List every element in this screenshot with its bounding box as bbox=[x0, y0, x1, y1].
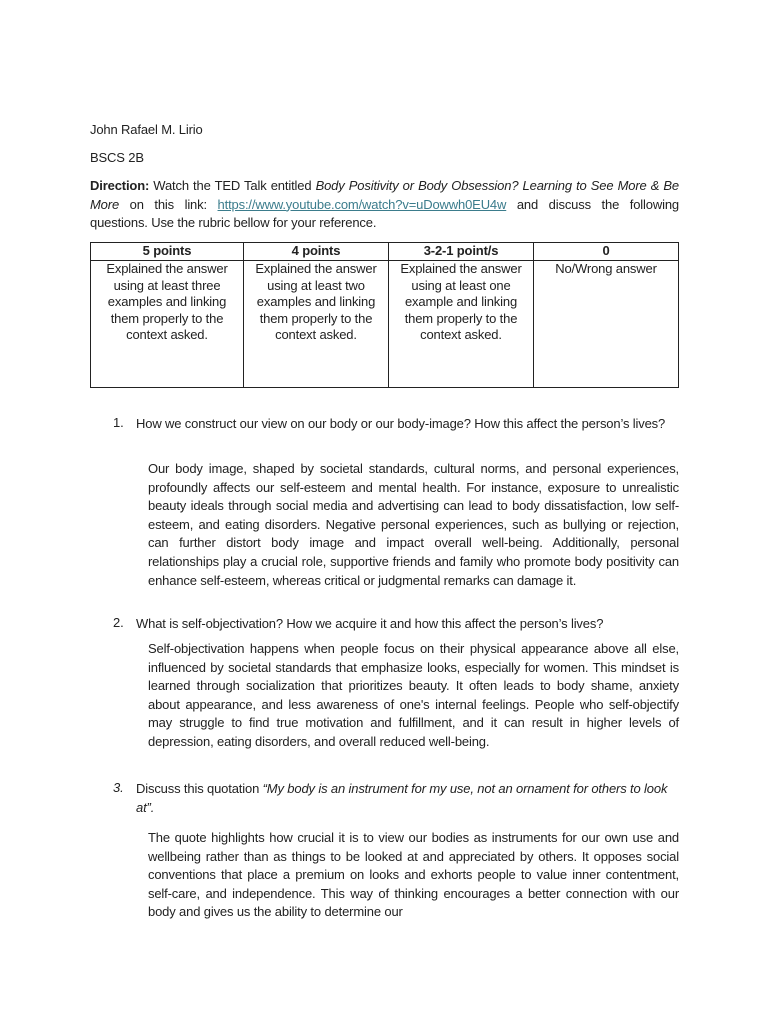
rubric-cell: Explained the answer using at least one example and linking them properly to the context asked. bbox=[389, 261, 534, 388]
student-name: John Rafael M. Lirio bbox=[90, 122, 203, 137]
youtube-link[interactable]: https://www.youtube.com/watch?v=uDowwh0EU4w bbox=[217, 196, 507, 212]
rubric-header: 4 points bbox=[244, 243, 389, 261]
direction-label: Direction: bbox=[90, 178, 150, 193]
question-text: Discuss this quotation bbox=[136, 781, 263, 796]
direction-text: and discuss the following questions. Use the rubric bellow for your reference. bbox=[90, 196, 679, 231]
rubric-cell: Explained the answer using at least three examples and linking them properly to the context asked. bbox=[91, 261, 244, 388]
question-number: 1. bbox=[113, 415, 124, 430]
quotation: “My body is an instrument for my use, not an ornament for others to look at”. bbox=[136, 781, 668, 815]
rubric-header: 0 bbox=[534, 243, 679, 261]
question-text: How we construct our view on our body or our body-image? How this affect the person’s lives? bbox=[136, 416, 666, 431]
answer-text: Our body image, shaped by societal standards, cultural norms, and personal experiences, profoundly affects our self-esteem and mental health. For instance, exposure to unrealistic beauty ideals through social media and advertising can lead to body dissatisfaction, low self-esteem, and eating disorders. Negative personal experiences, such as bullying or rejection, can further distort body image and impact overall well-being. Additionally, personal relationships play a crucial role, supportive friends and family who promote body positivity can enhance self-esteem, whereas critical or judgmental remarks can damage it. bbox=[148, 461, 679, 588]
question-number: 3. bbox=[113, 780, 124, 795]
rubric-cell: Explained the answer using at least two examples and linking them properly to the context asked. bbox=[244, 261, 389, 388]
direction-text: on this link: bbox=[119, 196, 218, 212]
direction-paragraph bbox=[90, 177, 679, 233]
student-section: BSCS 2B bbox=[90, 150, 144, 165]
rubric-table bbox=[90, 242, 679, 388]
question-text bbox=[136, 780, 679, 817]
rubric-cell: No/Wrong answer bbox=[534, 261, 679, 388]
answer-text: Self-objectivation happens when people focus on their physical appearance above all else, influenced by societal standards that emphasize looks, especially for women. This mindset is learned through socialization that prioritizes beauty. It often leads to body shame, anxiety about appearance, and less awareness of one's internal feelings. People who self-objectify may struggle to find true motivation and fulfillment, and it can result in higher levels of depression, eating disorders, and overall reduced well-being. bbox=[148, 641, 679, 749]
rubric-header: 5 points bbox=[91, 243, 244, 261]
answer-text: The quote highlights how crucial it is to view our bodies as instruments for our own use and wellbeing rather than as things to be looked at and appreciated by others. It opposes social conventions that place a premium on looks and exhorts people to value inner contentment, self-care, and independence. This way of thinking encourages a better connection with our body and gives us the ability to determine our bbox=[148, 830, 679, 920]
talk-title: Body Positivity or Body Obsession? Learning to See More & Be More bbox=[90, 178, 680, 212]
rubric-header: 3-2-1 point/s bbox=[389, 243, 534, 261]
direction-text: Watch the TED Talk entitled bbox=[149, 178, 316, 193]
question-number: 2. bbox=[113, 615, 124, 630]
question-text: What is self-objectivation? How we acquire it and how this affect the person’s lives? bbox=[136, 616, 604, 631]
